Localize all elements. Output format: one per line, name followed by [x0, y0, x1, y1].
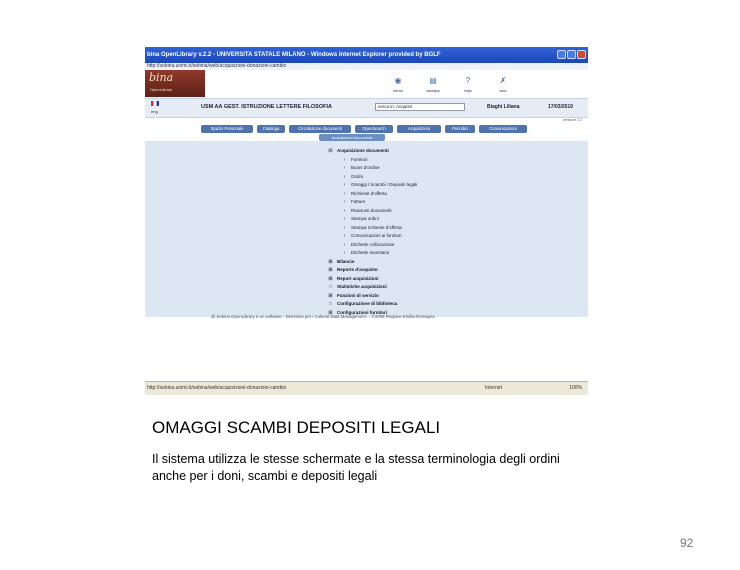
expand-icon: ⊞: [328, 309, 333, 316]
tab-acquisizioni[interactable]: Acquisizioni: [397, 125, 441, 133]
tree-item-fornitori[interactable]: [341, 156, 368, 164]
tree-item-label: Fatture: [351, 199, 366, 204]
tab-circolazione[interactable]: Circolazione documenti: [289, 125, 351, 133]
leaf-icon: □: [328, 284, 333, 290]
chevron-right-icon: ›: [343, 190, 346, 197]
slide-heading: OMAGGI SCAMBI DEPOSITI LEGALI: [152, 418, 441, 437]
tree-item-label: Report acquisizioni: [337, 275, 379, 281]
toolbar-label: stampa: [426, 88, 440, 93]
exit-icon: ✗: [499, 76, 507, 85]
binoculars-icon: ◉: [394, 76, 402, 85]
tree-item-comunicazioni[interactable]: [341, 232, 402, 240]
app-header: [145, 70, 588, 98]
tree-item-bilancio[interactable]: [327, 258, 355, 266]
chevron-right-icon: ›: [343, 233, 346, 239]
toolbar-label: esci: [499, 88, 507, 93]
tree-item-label: Comunicazioni ai fornitori: [351, 233, 402, 238]
chevron-right-icon: ›: [343, 173, 346, 180]
window-title: bina OpenLibrary v.2.2 - UNIVERSITA STATALE MILANO - Windows Internet Explorer provided by BGLF: [147, 52, 441, 58]
chevron-right-icon: ›: [343, 207, 346, 214]
tree-item-label: Fornitori: [351, 156, 368, 162]
close-icon[interactable]: [577, 50, 586, 59]
tree-item-label: Riassunti documenti: [351, 207, 392, 213]
toolbar-item-exit[interactable]: [490, 76, 516, 93]
expand-icon: ⊞: [328, 258, 333, 265]
toolbar-item-help[interactable]: [455, 76, 481, 93]
leaf-icon: □: [328, 301, 333, 307]
tree-root[interactable]: [327, 147, 389, 155]
help-icon: ?: [465, 76, 471, 85]
tree-item-label: Configurazione di biblioteca: [337, 301, 398, 306]
version-label: versione 2.2: [562, 118, 582, 122]
chevron-right-icon: ›: [343, 250, 346, 256]
user-name: Biaghi Liliana: [487, 104, 520, 110]
user-bar: [145, 98, 588, 118]
tree-item-label: Etichette collocazione: [351, 241, 395, 247]
library-unit: USM AA GEST. ISTRUZIONE LETTERE FILOSOFIA: [201, 104, 332, 110]
flag-icon[interactable]: [151, 101, 159, 106]
browser-statusbar: [145, 381, 588, 395]
status-zoom[interactable]: 100%: [569, 385, 582, 391]
language-link[interactable]: eng: [151, 109, 158, 114]
logo-text: bina: [149, 71, 174, 84]
printer-icon: ▤: [429, 76, 437, 85]
status-zone: Internet: [485, 385, 502, 391]
tree-item-config-biblioteca[interactable]: [327, 300, 397, 308]
tree-item-label: Buoni d'ordine: [351, 165, 380, 170]
tree-item-label: Configurazioni fornitori: [337, 309, 387, 315]
expand-icon: ⊞: [328, 292, 333, 299]
window-controls: [556, 50, 586, 63]
chevron-right-icon: ›: [343, 156, 346, 163]
collapse-icon: ⊟: [328, 148, 333, 154]
tree-item-label: Bilancio: [337, 258, 355, 264]
tree-item-etichette-inventario[interactable]: [341, 249, 389, 257]
chevron-right-icon: ›: [343, 241, 346, 248]
maximize-icon[interactable]: [567, 50, 576, 59]
tree-item-label: Omaggi / Scambi / Depositi legali: [351, 182, 418, 187]
window-titlebar: [145, 47, 588, 63]
tree-item-label: Statistiche acquisizioni: [337, 284, 387, 289]
tree-item-label: Ordini: [351, 173, 364, 179]
tree-item-etichette-collocazione[interactable]: [341, 241, 395, 249]
tree-item-reports-acquisto[interactable]: [327, 266, 378, 274]
tree-item-label: Funzioni di servizio: [337, 292, 379, 298]
tree-item-stampa-ordini[interactable]: [341, 215, 379, 223]
chevron-right-icon: ›: [343, 182, 346, 188]
tree-item-statistiche[interactable]: [327, 283, 387, 291]
search-scope-select[interactable]: cerca in: Acquisti: [375, 103, 465, 111]
toolbar-item-search[interactable]: [385, 76, 411, 93]
tree-item-label: Etichette inventario: [351, 250, 390, 255]
tree-item-report-acquisizioni[interactable]: [327, 275, 379, 283]
tree-item-fatture[interactable]: [341, 198, 365, 206]
toolbar-label: cerca: [393, 88, 403, 93]
tree-item-richieste-offerta[interactable]: [341, 190, 387, 198]
tree-item-label: Stampa richieste d'offerta: [351, 224, 402, 230]
page-number: 92: [680, 536, 694, 550]
tab-cataloga[interactable]: Cataloga: [257, 125, 285, 133]
blank-area: [145, 319, 588, 381]
chevron-right-icon: ›: [343, 199, 346, 205]
chevron-right-icon: ›: [343, 216, 346, 222]
tree-item-riassunti[interactable]: [341, 207, 392, 215]
app-footer: @ Sebina OpenLibrary è un software - Direzione per i Cultural Data Management ... ©2008 Regione Emilia-Romagna: [211, 314, 435, 319]
expand-icon: ⊞: [328, 267, 333, 273]
expand-icon: ⊞: [328, 275, 333, 282]
tab-opensearch[interactable]: OpenSearch: [355, 125, 393, 133]
tree-item-funzioni-servizio[interactable]: [327, 292, 379, 300]
tree-item-stampa-richieste[interactable]: [341, 224, 402, 232]
tree-item-label: Stampa ordini: [351, 216, 379, 221]
session-date: 17/03/2010: [548, 104, 574, 110]
tab-comunicazioni[interactable]: Comunicazioni: [479, 125, 527, 133]
tab-spazio-personale[interactable]: Spazio Personale: [201, 125, 253, 133]
logo-subtext: OpenLibrary: [150, 87, 173, 92]
tree-item-ordini[interactable]: [341, 173, 363, 181]
chevron-right-icon: ›: [343, 224, 346, 231]
slide-body: Il sistema utilizza le stesse schermate e la stessa terminologia degli ordini anche per i doni, scambi e depositi legali: [152, 452, 560, 483]
embedded-screenshot: [145, 47, 588, 395]
toolbar-label: help: [464, 88, 472, 93]
status-url: http://sebina.unimi.it/sebina/web/acquisizioni-donazioni-cambio: [147, 385, 287, 391]
toolbar-item-print[interactable]: [420, 76, 446, 93]
chevron-right-icon: ›: [343, 165, 346, 171]
tree-item-omaggi[interactable]: [341, 181, 417, 189]
minimize-icon[interactable]: [557, 50, 566, 59]
app-logo: [145, 70, 205, 97]
tab-periodici[interactable]: Periodici: [445, 125, 475, 133]
tree-item-label: Reports d'acquisto: [337, 267, 378, 272]
tree-root-label: Acquisizione documenti: [337, 148, 389, 153]
address-bar[interactable]: http://sebina.unimi.it/sebina/web/acquisizioni-donazioni-cambio: [145, 63, 588, 70]
subtab-acquisizione-documenti[interactable]: Acquisizioni documenti: [319, 134, 385, 141]
tree-item-buoni-ordine[interactable]: [341, 164, 380, 172]
tree-item-label: Richieste d'offerta: [351, 190, 387, 196]
